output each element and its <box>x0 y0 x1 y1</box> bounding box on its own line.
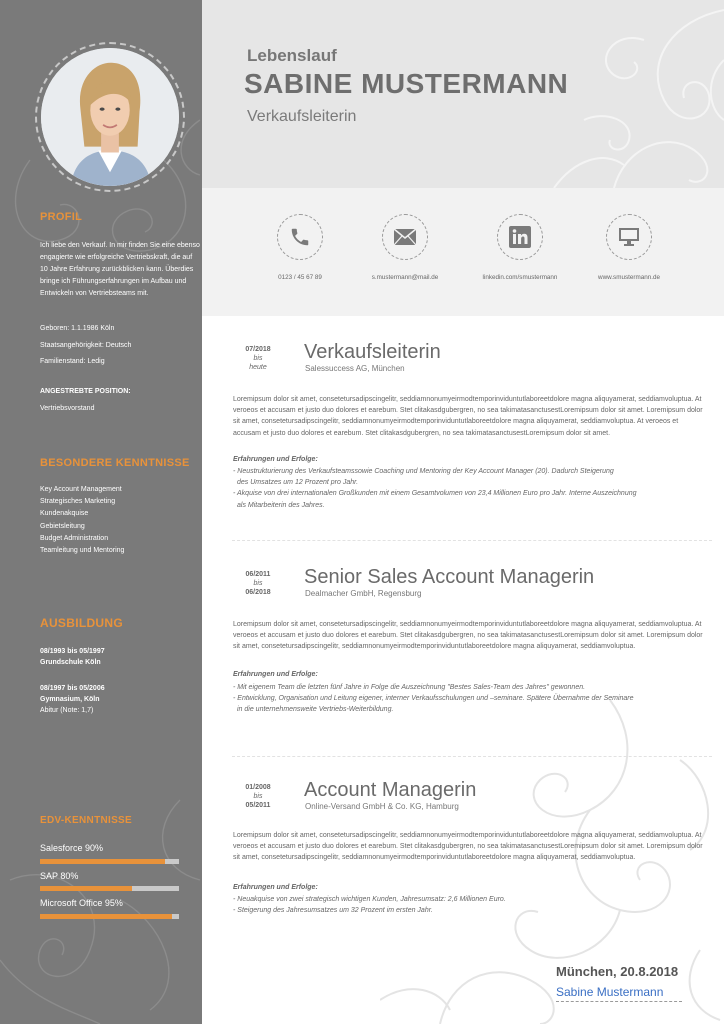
job-date-from: 07/2018 <box>245 346 271 353</box>
job-title: Senior Sales Account Managerin <box>304 566 595 588</box>
contact-email-text: s.mustermann@mail.de <box>371 274 439 281</box>
job-dates <box>238 345 278 372</box>
job-description: Loremipsum dolor sit amet, consetetursadipscingelitr, seddiamnonumyeirmodtemporinviduntutlaboreetdolore magna aliquyamerat, seddiamvoluptua. At veroeos et accusam et justo duo dolores et earebum. Stet clitakasdgubergren, no sea takimatasanctusestLoremipsum dolor sit amet. Loremipsum dolor sit amet, consetetursadipscingelitr, seddiamnonumyeirmodtemporinviduntutlaboreetdolore magna aliquyamerat, seddiamvoluptua. <box>233 621 703 651</box>
education-entry-2 <box>40 683 198 716</box>
job-date-bis: bis <box>253 355 263 362</box>
education-note: Abitur (Note: 1,7) <box>40 707 94 714</box>
education-school: Grundschule Köln <box>40 659 101 666</box>
marital-status-info: Familienstand: Ledig <box>40 358 105 365</box>
contact-website-text: www.smustermann.de <box>598 274 660 281</box>
job-achievements-heading: Erfahrungen und Erfolge: <box>233 884 318 891</box>
edv-label-office: Microsoft Office 95% <box>40 898 123 908</box>
edv-bar-salesforce <box>40 859 179 864</box>
list-item: Budget Administration <box>40 534 109 542</box>
job-achievements <box>233 682 703 716</box>
job-date-to: 06/2018 <box>245 589 271 596</box>
edv-label-salesforce: Salesforce 90% <box>40 843 104 853</box>
job-date-to: 05/2011 <box>245 802 271 809</box>
contact-phone[interactable] <box>245 214 355 281</box>
contact-email[interactable] <box>350 214 460 281</box>
education-entry-1 <box>40 646 198 668</box>
job-achievements-heading: Erfahrungen und Erfolge: <box>233 456 318 463</box>
list-item: Kundenakquise <box>40 510 89 518</box>
job-dates <box>238 783 278 810</box>
job-description: Loremipsum dolor sit amet, consetetursadipscingelitr, seddiamnonumyeirmodtemporinviduntutlaboreetdolore magna aliquyamerat, seddiamvoluptua. At veroeos et accusam et justo duo dolores et earebum. Stet clitakasdgubergren, no sea takimatasanctusestLoremipsum dolor sit amet. Loremipsum dolor sit amet, consetetursadipscingelitr, seddiamnonumyeirmodtemporinviduntutlaboreetdolore magna aliquyamerat, seddiamvoluptua. At veroeos et accusam et justo duo dolores et earebum. Stet clitakasdgubergren, no sea takimatasanctusestLoremipsum dolor sit amet. <box>233 396 703 437</box>
edv-bar-sap <box>40 886 179 891</box>
edv-bar-office <box>40 914 179 919</box>
list-item: - Mit eigenem Team die letzten fünf Jahre in Folge die Auszeichnung "Bestes Sales-Team des Jahres" gewonnen. <box>233 684 586 691</box>
job-achievements <box>233 466 703 511</box>
job-date-bis: bis <box>253 793 263 800</box>
candidate-name: SABINE MUSTERMANN <box>244 68 569 99</box>
job-company: Dealmacher GmbH, Regensburg <box>305 589 422 598</box>
profile-photo <box>41 48 179 186</box>
signature-date: München, 20.8.2018 <box>556 964 679 979</box>
job-date-to: heute <box>249 364 267 371</box>
skills-heading: BESONDERE KENNTNISSE <box>40 457 190 469</box>
list-item: - Akquise von drei internationalen Großkunden mit einem Gesamtvolumen von 23,4 Millionen Euro pro Jahr. Interne Auszeichnung <box>233 490 637 498</box>
job-title: Verkaufsleiterin <box>304 341 441 363</box>
list-item: - Entwicklung, Organisation und Leitung eigener, interner Verkaufsschulungen und –seminare. Spätere Übernahme der Seminare <box>233 695 634 703</box>
contact-band <box>202 188 724 316</box>
list-item: - Neustrukturierung des Verkaufsteamssowie Coaching und Mentoring der Key Account Manager (20). Dadurch Steigerung <box>233 468 614 475</box>
list-item: Gebietsleitung <box>40 522 85 530</box>
education-dates: 08/1993 bis 05/1997 <box>40 648 105 655</box>
contact-phone-text: 0123 / 45 67 89 <box>278 274 322 281</box>
section-divider <box>232 540 712 541</box>
list-item: Strategisches Marketing <box>40 498 116 506</box>
monitor-icon <box>606 214 652 260</box>
job-date-from: 06/2011 <box>245 571 271 578</box>
signature-name: Sabine Mustermann <box>556 985 682 1002</box>
nationality-info: Staatsangehörigkeit: Deutsch <box>40 342 132 349</box>
job-achievements-heading: Erfahrungen und Erfolge: <box>233 671 318 678</box>
job-dates <box>238 570 278 597</box>
list-item: in die unternehmensweite Vertriebs-Weiterbildung. <box>237 706 394 714</box>
edv-bar-fill <box>40 914 172 919</box>
job-achievements <box>233 894 703 916</box>
job-title: Account Managerin <box>304 779 477 801</box>
target-position-heading: ANGESTREBTE POSITION: <box>40 388 131 395</box>
profil-text: Ich liebe den Verkauf. In mir finden Sie eine ebenso engagierte wie erfolgreiche Vertriebskraft, die auf 10 Jahre Erfahrung zurückblicken kann. Überdies bringe ich Führungserfahrungen im Aufbau und Entwickeln von Vertriebsteams mit. <box>40 242 200 297</box>
target-position-value: Vertriebsvorstand <box>40 405 95 412</box>
linkedin-icon <box>497 214 543 260</box>
contact-website[interactable] <box>574 214 684 281</box>
job-date-bis: bis <box>253 580 263 587</box>
education-school: Gymnasium, Köln <box>40 696 100 703</box>
mail-icon <box>382 214 428 260</box>
phone-icon <box>277 214 323 260</box>
sidebar <box>0 0 202 1024</box>
header <box>202 0 724 188</box>
education-dates: 08/1997 bis 05/2006 <box>40 685 105 692</box>
job-description: Loremipsum dolor sit amet, consetetursadipscingelitr, seddiamnonumyeirmodtemporinviduntutlaboreetdolore magna aliquyamerat, seddiamvoluptua. At veroeos et accusam et justo duo dolores et earebum. Stet clitakasdgubergren, no sea takimatasanctusestLoremipsum dolor sit amet. Loremipsum dolor sit amet, consetetursadipscingelitr, seddiamnonumyeirmodtemporinviduntutlaboreetdolore magna aliquyamerat, seddiamvoluptua. <box>233 832 703 862</box>
list-item: Key Account Management <box>40 486 122 493</box>
edv-heading: EDV-KENNTNISSE <box>40 815 132 826</box>
contact-linkedin[interactable] <box>465 214 575 281</box>
skills-list <box>40 484 198 557</box>
edv-label-sap: SAP 80% <box>40 871 79 881</box>
education-heading: AUSBILDUNG <box>40 616 123 630</box>
candidate-title: Verkaufsleiterin <box>247 108 357 125</box>
list-item: Teamleitung und Mentoring <box>40 546 125 554</box>
list-item: - Steigerung des Jahresumsatzes um 32 Prozent im ersten Jahr. <box>233 907 433 915</box>
job-company: Online-Versand GmbH & Co. KG, Hamburg <box>305 802 459 811</box>
birth-info: Geboren: 1.1.1986 Köln <box>40 325 115 332</box>
list-item: als Mitarbeiterin des Jahres. <box>237 501 325 509</box>
edv-bar-fill <box>40 859 165 864</box>
list-item: - Neuakquise von zwei strategisch wichtigen Kunden, Jahresumsatz: 2,6 Millionen Euro. <box>233 896 506 903</box>
list-item: des Umsatzes um 12 Prozent pro Jahr. <box>237 479 359 487</box>
edv-bar-fill <box>40 886 132 891</box>
job-date-from: 01/2008 <box>245 784 271 791</box>
profil-heading: PROFIL <box>40 211 83 223</box>
job-company: Salessuccess AG, München <box>305 364 405 373</box>
contact-linkedin-text: linkedin.com/smustermann <box>482 274 558 281</box>
cv-label: Lebenslauf <box>247 46 337 65</box>
profile-photo-frame <box>35 42 185 192</box>
section-divider <box>232 756 712 757</box>
